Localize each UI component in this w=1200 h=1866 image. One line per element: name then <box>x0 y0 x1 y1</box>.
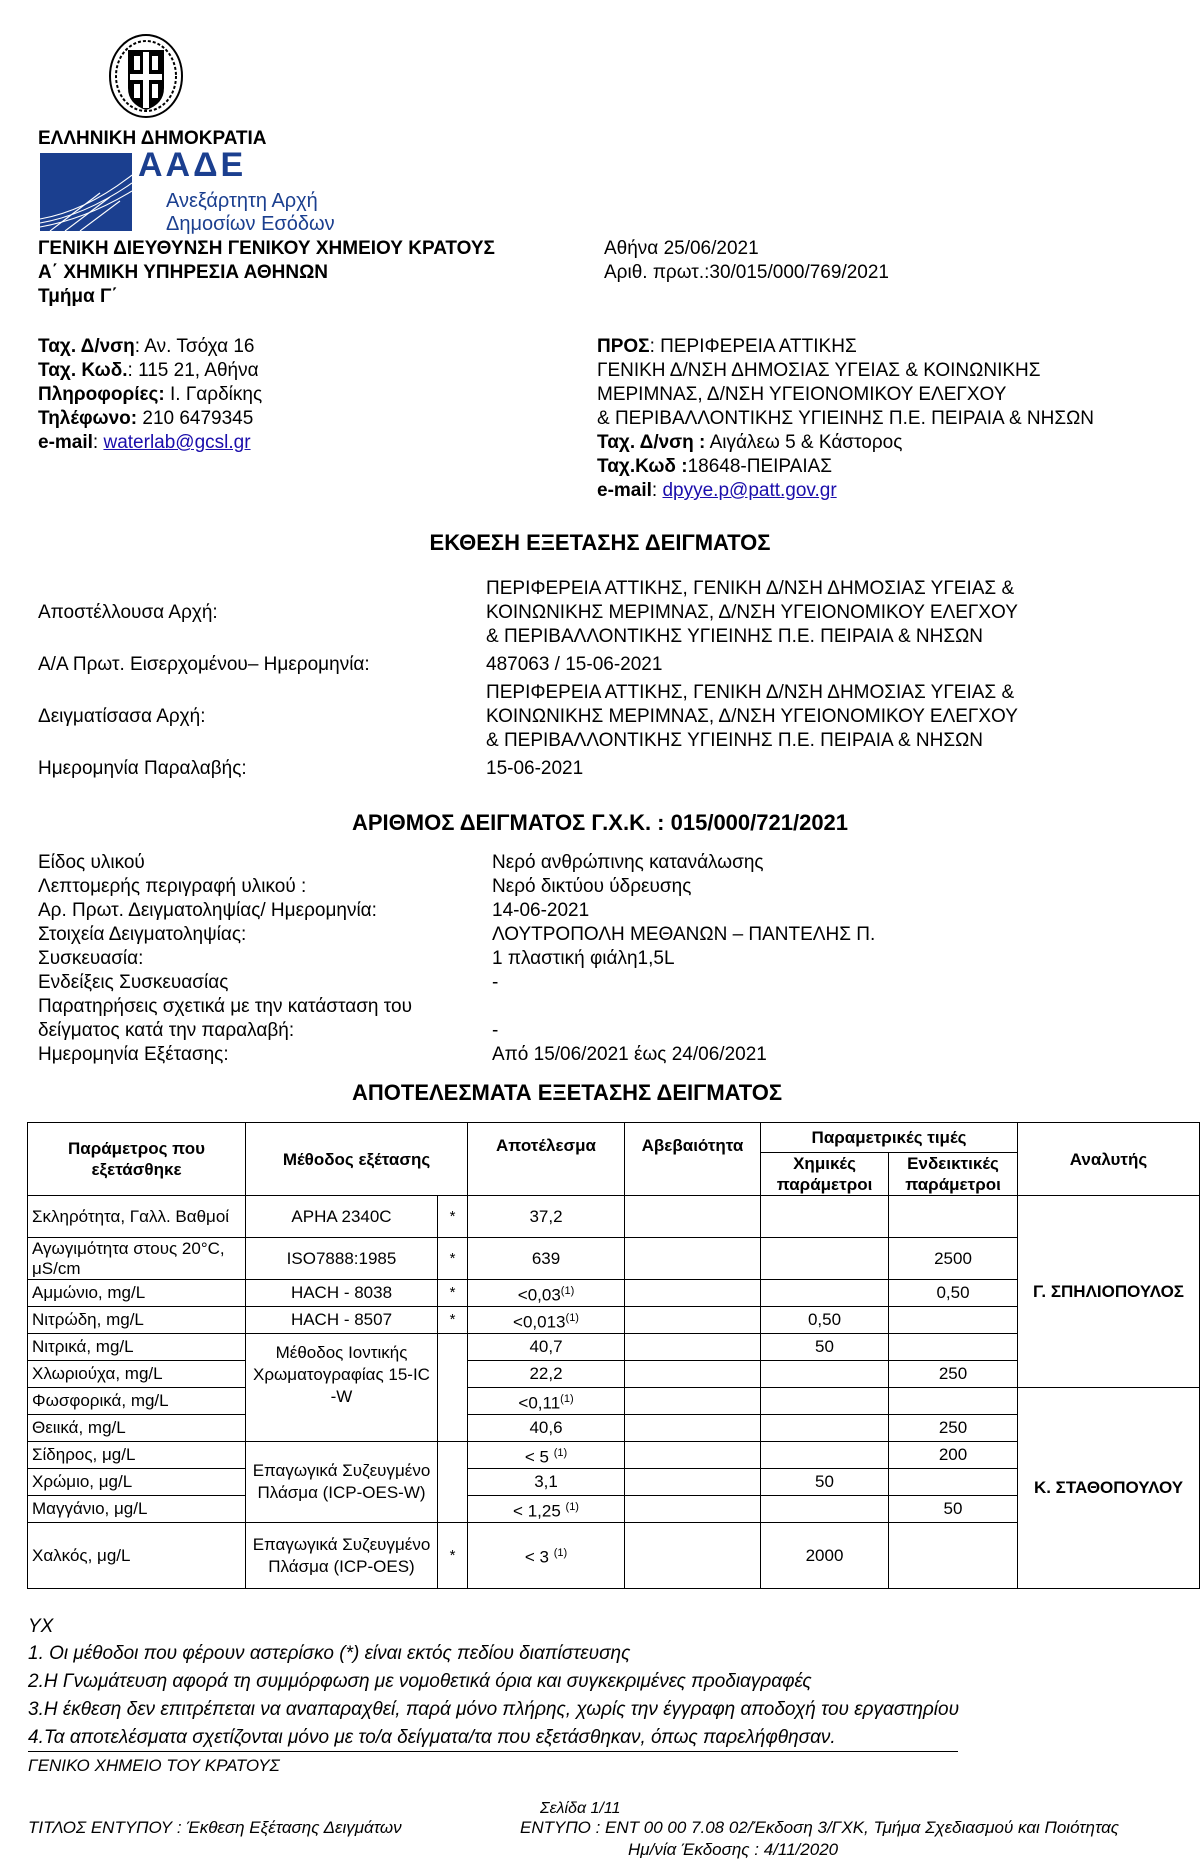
cell-result <box>468 1442 625 1469</box>
cell-parameter: Φωσφορικά, mg/L <box>28 1388 246 1415</box>
recipient-line3: ΜΕΡΙΜΝΑΣ, Δ/ΝΣΗ ΥΓΕΙΟΝΟΜΙΚΟΥ ΕΛΕΓΧΟΥ <box>597 384 1007 405</box>
cell-chemical-value: 50 <box>761 1334 889 1361</box>
cell-asterisk: * <box>438 1196 468 1238</box>
cell-parameter: Χλωριούχα, mg/L <box>28 1361 246 1388</box>
cell-parameter <box>28 1238 246 1280</box>
notes-divider <box>28 1751 958 1752</box>
recipient-email-label: e-mail <box>597 480 652 501</box>
cell-parameter: Σκληρότητα, Γαλλ. Βαθμοί <box>28 1196 246 1238</box>
header-parametric-values: Παραμετρικές τιμές <box>761 1123 1018 1153</box>
header-chemical-parameters: Χημικές παράμετροι <box>761 1153 889 1196</box>
receipt-date-value: 15-06-2021 <box>486 758 584 779</box>
issue-date: Ημ/νία Έκδοσης : 4/11/2020 <box>628 1840 839 1859</box>
cell-result: 3,1 <box>468 1469 625 1496</box>
sample-row-label: Αρ. Πρωτ. Δειγματοληψίας/ Ημερομηνία: <box>38 900 377 921</box>
cell-uncertainty <box>625 1238 761 1280</box>
recipient-line4: & ΠΕΡΙΒΑΛΛΟΝΤΙΚΗΣ ΥΓΙΕΙΝΗΣ Π.Ε. ΠΕΙΡΑΙΑ & ΝΗΣΩΝ <box>597 408 1095 429</box>
sample-row-label: Συσκευασία: <box>38 948 144 969</box>
dept-chemical-service: Α΄ ΧΗΜΙΚΗ ΥΠΗΡΕΣΙΑ ΑΘΗΝΩΝ <box>38 262 329 283</box>
sender-phone-label: Τηλέφωνο: <box>38 408 138 429</box>
note-mark: (1) <box>560 1284 575 1297</box>
cell-parameter: Μαγγάνιο, μg/L <box>28 1496 246 1523</box>
cell-indicator-value <box>889 1196 1018 1238</box>
incoming-protocol-label: Α/Α Πρωτ. Εισερχομένου– Ημερομηνία: <box>38 654 370 675</box>
note-mark: (1) <box>565 1500 579 1513</box>
sample-row-value: Νερό ανθρώπινης κατανάλωσης <box>492 852 764 873</box>
cell-uncertainty <box>625 1496 761 1523</box>
sender-address-label: Ταχ. Δ/νση <box>38 336 135 357</box>
cell-result: 40,6 <box>468 1415 625 1442</box>
cell-parameter: Νιτρώδη, mg/L <box>28 1307 246 1334</box>
aade-logo-line1: Ανεξάρτητη Αρχή <box>166 190 318 212</box>
cell-indicator-value <box>889 1334 1018 1361</box>
recipient-zip <box>597 456 832 478</box>
cell-method-ion-chromatography: Μέθοδος Ιοντικής Χρωματογραφίας 15-IC -W <box>246 1334 438 1442</box>
cell-uncertainty <box>625 1442 761 1469</box>
result-value: <0,013 <box>513 1312 566 1332</box>
sampling-authority-line1: ΠΕΡΙΦΕΡΕΙΑ ΑΤΤΙΚΗΣ, ΓΕΝΙΚΗ Δ/ΝΣΗ ΔΗΜΟΣΙΑΣ ΥΓΕΙΑΣ & <box>486 682 1015 703</box>
cell-indicator-value <box>889 1388 1018 1415</box>
header-result: Αποτέλεσμα <box>468 1123 625 1196</box>
cell-indicator-value <box>889 1523 1018 1589</box>
recipient-address-label: Ταχ. Δ/νση : <box>597 432 706 453</box>
observations-label-line2: δείγματος κατά την παραλαβή: <box>38 1020 295 1041</box>
recipient-email-separator: : <box>651 480 663 501</box>
sender-email-separator: : <box>92 432 104 453</box>
cell-asterisk-empty <box>438 1442 468 1523</box>
note-4: 4.Τα αποτελέσματα σχετίζονται μόνο με το/α δείγματα/τα που εξετάσθηκαν, όπως παρελήφθησαν. <box>28 1727 836 1748</box>
header-method: Μέθοδος εξέτασης <box>246 1123 468 1196</box>
table-row <box>28 1388 1200 1415</box>
cell-uncertainty <box>625 1361 761 1388</box>
sampling-authority-line3: & ΠΕΡΙΒΑΛΛΟΝΤΙΚΗΣ ΥΓΙΕΙΝΗΣ Π.Ε. ΠΕΙΡΑΙΑ & ΝΗΣΩΝ <box>486 730 984 751</box>
document-date: Αθήνα 25/06/2021 <box>604 238 759 259</box>
cell-analyst-2: Κ. ΣΤΑΘΟΠΟΥΛΟΥ <box>1018 1388 1200 1589</box>
sender-zip <box>38 360 259 382</box>
report-title: ΕΚΘΕΣΗ ΕΞΕΤΑΣΗΣ ΔΕΙΓΜΑΤΟΣ <box>429 530 771 555</box>
conductivity-label: Αγωγιμότητα στους 20°C, μS/cm <box>32 1238 225 1278</box>
cell-uncertainty <box>625 1469 761 1496</box>
cell-uncertainty <box>625 1307 761 1334</box>
note-2: 2.Η Γνωμάτευση αφορά τη συμμόρφωση με νομοθετικά όρια και συγκεκριμένες προδιαγραφές <box>28 1671 812 1692</box>
greek-coat-of-arms-icon <box>106 30 186 120</box>
cell-chemical-value <box>761 1496 889 1523</box>
cell-indicator-value: 0,50 <box>889 1280 1018 1307</box>
cell-chemical-value <box>761 1196 889 1238</box>
sender-zip-label: Ταχ. Κωδ. <box>38 360 128 381</box>
sample-row-label: Είδος υλικού <box>38 852 145 873</box>
observations-label-line1: Παρατηρήσεις σχετικά με την κατάσταση του <box>38 996 412 1017</box>
sample-number-title: ΑΡΙΘΜΟΣ ΔΕΙΓΜΑΤΟΣ Γ.Χ.Κ. : 015/000/721/2021 <box>351 810 849 835</box>
results-title: ΑΠΟΤΕΛΕΣΜΑΤΑ ΕΞΕΤΑΣΗΣ ΔΕΙΓΜΑΤΟΣ <box>352 1080 783 1105</box>
table-row <box>28 1196 1200 1238</box>
header-analyst: Αναλυτής <box>1018 1123 1200 1196</box>
sampling-authority-line2: ΚΟΙΝΩΝΙΚΗΣ ΜΕΡΙΜΝΑΣ, Δ/ΝΣΗ ΥΓΕΙΟΝΟΜΙΚΟΥ ΕΛΕΓΧΟΥ <box>486 706 1018 727</box>
recipient-to <box>597 336 857 358</box>
cell-method-icp-oes: Επαγωγικά Συζευγμένο Πλάσμα (ICP-OES) <box>246 1523 438 1589</box>
organization-name: ΓΕΝΙΚΟ ΧΗΜΕΙΟ ΤΟΥ ΚΡΑΤΟΥΣ <box>28 1756 280 1775</box>
header-indicator-parameters: Ενδεικτικές παράμετροι <box>889 1153 1018 1196</box>
cell-parameter: Θειικά, mg/L <box>28 1415 246 1442</box>
sample-row-value: 1 πλαστική φιάλη1,5L <box>492 948 675 969</box>
note-mark: (1) <box>565 1311 579 1324</box>
recipient-address <box>597 432 902 454</box>
cell-method-icp-oes-w: Επαγωγικά Συζευγμένο Πλάσμα (ICP-OES-W) <box>246 1442 438 1523</box>
sample-row-value: Νερό δικτύου ύδρευσης <box>492 876 692 897</box>
incoming-protocol-value: 487063 / 15-06-2021 <box>486 654 663 675</box>
cell-chemical-value <box>761 1361 889 1388</box>
cell-result <box>468 1523 625 1589</box>
cell-indicator-value <box>889 1307 1018 1334</box>
note-mark: (1) <box>560 1392 574 1405</box>
result-value: <0,11 <box>518 1393 561 1413</box>
result-value: < 5 <box>524 1447 549 1467</box>
result-value: <0,03 <box>517 1285 561 1305</box>
cell-uncertainty <box>625 1523 761 1589</box>
dept-general-directorate: ΓΕΝΙΚΗ ΔΙΕΥΘΥΝΣΗ ΓΕΝΙΚΟΥ ΧΗΜΕΙΟΥ ΚΡΑΤΟΥΣ <box>38 238 495 259</box>
cell-uncertainty <box>625 1334 761 1361</box>
cell-asterisk: * <box>438 1280 468 1307</box>
sender-address <box>38 336 255 358</box>
cell-uncertainty <box>625 1415 761 1442</box>
cell-parameter: Χαλκός, μg/L <box>28 1523 246 1589</box>
recipient-email-link[interactable]: dpyye.p@patt.gov.gr <box>662 480 837 501</box>
sender-zip-value: : 115 21, Αθήνα <box>127 360 259 381</box>
cell-result: 639 <box>468 1238 625 1280</box>
result-value: < 1,25 <box>513 1501 561 1521</box>
cell-result: 37,2 <box>468 1196 625 1238</box>
sample-row-label: Ενδείξεις Συσκευασίας <box>38 972 229 993</box>
aade-logo-acronym: ΑΑΔΕ <box>138 146 247 184</box>
header-parameter: Παράμετρος που εξετάσθηκε <box>28 1123 246 1196</box>
sender-email <box>38 432 251 454</box>
sender-email-label: e-mail <box>38 432 93 453</box>
cell-analyst-1: Γ. ΣΠΗΛΙΟΠΟΥΛΟΣ <box>1018 1196 1200 1388</box>
cell-indicator-value: 200 <box>889 1442 1018 1469</box>
document-protocol-number: Αριθ. πρωτ.:30/015/000/769/2021 <box>604 262 889 283</box>
cell-uncertainty <box>625 1196 761 1238</box>
cell-uncertainty <box>625 1388 761 1415</box>
aade-logo-icon <box>40 153 132 231</box>
sampling-authority-label: Δειγματίσασα Αρχή: <box>38 706 206 727</box>
page-number: Σελίδα 1/11 <box>540 1800 621 1817</box>
recipient-zip-value: 18648-ΠΕΙΡΑΙΑΣ <box>687 456 833 477</box>
sender-phone <box>38 408 253 430</box>
cell-method: APHA 2340C <box>246 1196 438 1238</box>
observations-value: - <box>492 1020 499 1041</box>
cell-result: 40,7 <box>468 1334 625 1361</box>
notes-yx: ΥΧ <box>28 1616 54 1637</box>
cell-chemical-value <box>761 1415 889 1442</box>
sender-address-value: : Αν. Τσόχα 16 <box>134 336 255 357</box>
cell-method: HACH - 8038 <box>246 1280 438 1307</box>
cell-asterisk-empty <box>438 1334 468 1442</box>
cell-asterisk: * <box>438 1238 468 1280</box>
sample-row-value: ΛΟΥΤΡΟΠΟΛΗ ΜΕΘΑΝΩΝ – ΠΑΝΤΕΛΗΣ Π. <box>492 924 876 945</box>
cell-method: HACH - 8507 <box>246 1307 438 1334</box>
recipient-zip-label: Ταχ.Κωδ : <box>597 456 688 477</box>
cell-result <box>468 1388 625 1415</box>
cell-indicator-value: 250 <box>889 1415 1018 1442</box>
note-1: 1. Οι μέθοδοι που φέρουν αστερίσκο (*) είναι εκτός πεδίου διαπίστευσης <box>28 1643 631 1664</box>
recipient-to-value: : ΠΕΡΙΦΕΡΕΙΑ ΑΤΤΙΚΗΣ <box>649 336 857 357</box>
sample-row-label: Στοιχεία Δειγματοληψίας: <box>38 924 247 945</box>
cell-chemical-value <box>761 1280 889 1307</box>
cell-asterisk: * <box>438 1307 468 1334</box>
result-value: < 3 <box>524 1547 549 1567</box>
recipient-address-value: Αιγάλεω 5 & Κάστορος <box>705 432 903 453</box>
results-table <box>27 1122 1200 1589</box>
dept-section: Τμήμα Γ΄ <box>38 286 118 307</box>
cell-parameter: Νιτρικά, mg/L <box>28 1334 246 1361</box>
sender-phone-value: 210 6479345 <box>137 408 254 429</box>
sender-info-label: Πληροφορίες: <box>38 384 165 405</box>
sending-authority-line3: & ΠΕΡΙΒΑΛΛΟΝΤΙΚΗΣ ΥΓΙΕΙΝΗΣ Π.Ε. ΠΕΙΡΑΙΑ & ΝΗΣΩΝ <box>486 626 984 647</box>
sender-info <box>38 384 262 406</box>
sender-email-link[interactable]: waterlab@gcsl.gr <box>103 432 251 453</box>
sample-row-value: 14-06-2021 <box>492 900 590 921</box>
cell-chemical-value: 2000 <box>761 1523 889 1589</box>
cell-indicator-value: 250 <box>889 1361 1018 1388</box>
aade-logo-line2: Δημοσίων Εσόδων <box>166 213 335 235</box>
cell-parameter: Αμμώνιο, mg/L <box>28 1280 246 1307</box>
sample-row-label: Λεπτομερής περιγραφή υλικού : <box>38 876 307 897</box>
sending-authority-label: Αποστέλλουσα Αρχή: <box>38 602 218 623</box>
sender-info-value: Ι. Γαρδίκης <box>164 384 263 405</box>
note-mark: (1) <box>553 1446 568 1459</box>
sending-authority-line1: ΠΕΡΙΦΕΡΕΙΑ ΑΤΤΙΚΗΣ, ΓΕΝΙΚΗ Δ/ΝΣΗ ΔΗΜΟΣΙΑΣ ΥΓΕΙΑΣ & <box>486 578 1015 599</box>
cell-chemical-value <box>761 1442 889 1469</box>
cell-result <box>468 1496 625 1523</box>
recipient-email <box>597 480 837 502</box>
republic-title: ΕΛΛΗΝΙΚΗ ΔΗΜΟΚΡΑΤΙΑ <box>38 128 267 149</box>
cell-result: 22,2 <box>468 1361 625 1388</box>
cell-result <box>468 1307 625 1334</box>
cell-indicator-value: 2500 <box>889 1238 1018 1280</box>
cell-parameter: Σίδηρος, μg/L <box>28 1442 246 1469</box>
exam-date-value: Από 15/06/2021 έως 24/06/2021 <box>492 1044 767 1065</box>
cell-uncertainty <box>625 1280 761 1307</box>
receipt-date-label: Ημερομηνία Παραλαβής: <box>38 758 247 779</box>
recipient-to-label: ΠΡΟΣ <box>597 336 650 357</box>
sending-authority-line2: ΚΟΙΝΩΝΙΚΗΣ ΜΕΡΙΜΝΑΣ, Δ/ΝΣΗ ΥΓΕΙΟΝΟΜΙΚΟΥ ΕΛΕΓΧΟΥ <box>486 602 1018 623</box>
table-header-row <box>28 1123 1200 1153</box>
cell-indicator-value <box>889 1469 1018 1496</box>
exam-date-label: Ημερομηνία Εξέτασης: <box>38 1044 229 1065</box>
cell-chemical-value: 0,50 <box>761 1307 889 1334</box>
recipient-line2: ΓΕΝΙΚΗ Δ/ΝΣΗ ΔΗΜΟΣΙΑΣ ΥΓΕΙΑΣ & ΚΟΙΝΩΝΙΚΗΣ <box>597 360 1041 381</box>
cell-method: ISO7888:1985 <box>246 1238 438 1280</box>
cell-parameter: Χρώμιο, μg/L <box>28 1469 246 1496</box>
form-code: ΕΝΤΥΠΟ : ΕΝΤ 00 00 7.08 02/Έκδοση 3/ΓΧΚ, Τμήμα Σχεδιασμού και Ποιότητας <box>520 1818 1120 1837</box>
cell-chemical-value <box>761 1388 889 1415</box>
note-mark: (1) <box>553 1547 568 1560</box>
note-3: 3.Η έκθεση δεν επιτρέπεται να αναπαραχθεί, παρά μόνο πλήρης, χωρίς την έγγραφη αποδοχή του εργαστηρίου <box>28 1699 960 1720</box>
sample-row-value: - <box>492 972 499 993</box>
cell-asterisk: * <box>438 1523 468 1589</box>
cell-chemical-value: 50 <box>761 1469 889 1496</box>
form-title: ΤΙΤΛΟΣ ΕΝΤΥΠΟΥ : Έκθεση Εξέτασης Δειγμάτων <box>28 1818 402 1837</box>
cell-indicator-value: 50 <box>889 1496 1018 1523</box>
cell-result <box>468 1280 625 1307</box>
header-uncertainty: Αβεβαιότητα <box>625 1123 761 1196</box>
cell-chemical-value <box>761 1238 889 1280</box>
